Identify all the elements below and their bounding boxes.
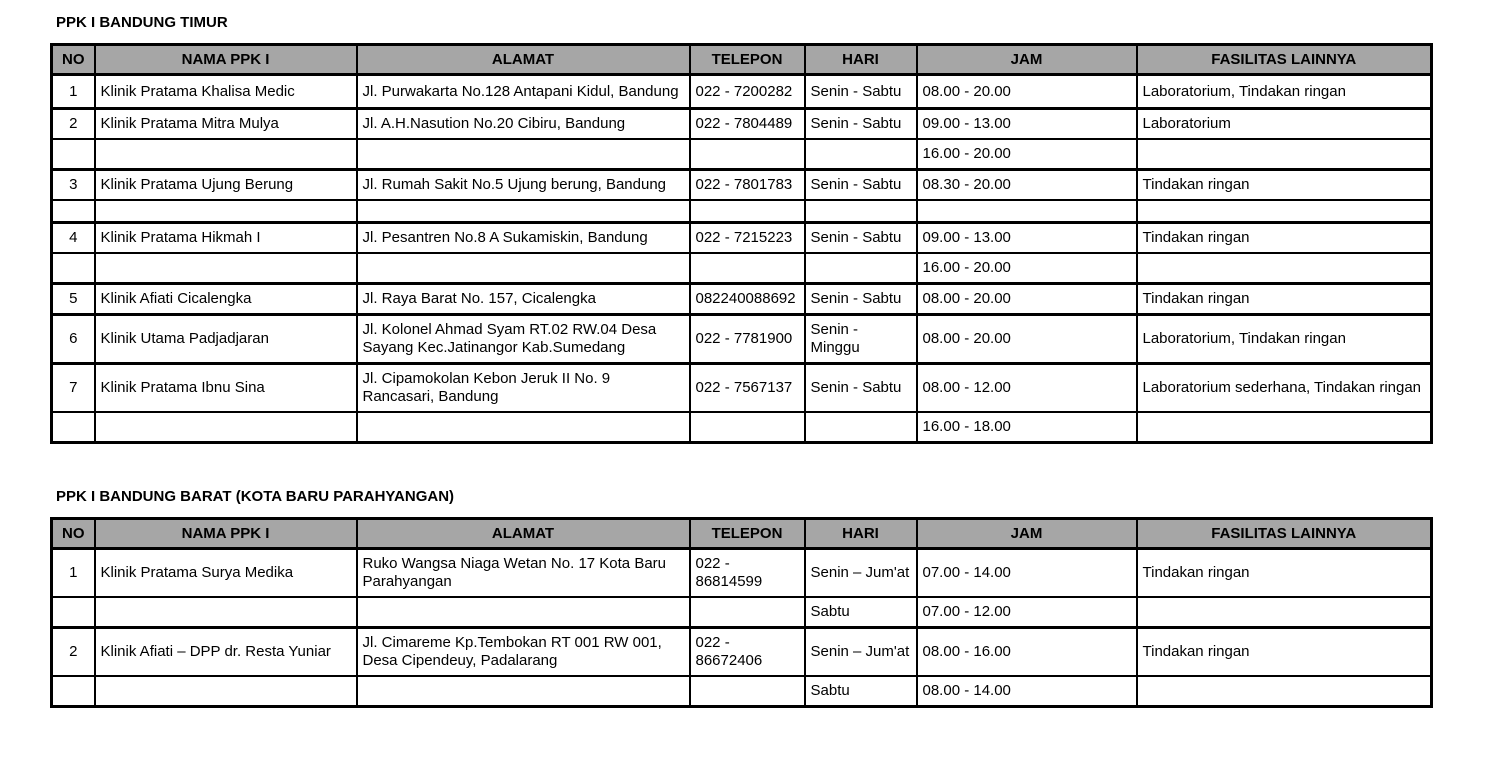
cell-jam: 07.00 - 14.00 <box>917 548 1137 597</box>
column-header-hari: HARI <box>805 45 917 75</box>
cell-fasilitas <box>1137 200 1432 222</box>
column-header-no: NO <box>52 45 95 75</box>
column-header-hari: HARI <box>805 518 917 548</box>
clinic-continuation-row <box>52 412 1432 443</box>
cell-alamat <box>357 676 690 707</box>
cell-hari <box>805 200 917 222</box>
clinic-continuation-row <box>52 597 1432 628</box>
cell-no <box>52 676 95 707</box>
clinic-row <box>52 109 1432 140</box>
cell-jam: 08.00 - 16.00 <box>917 627 1137 676</box>
cell-nama-ppk <box>95 676 357 707</box>
cell-nama-ppk: Klinik Pratama Mitra Mulya <box>95 109 357 140</box>
cell-jam: 08.00 - 20.00 <box>917 283 1137 314</box>
cell-no: 1 <box>52 75 95 109</box>
table-body <box>52 75 1432 443</box>
column-header-fasilitas: FASILITAS LAINNYA <box>1137 45 1432 75</box>
cell-nama-ppk: Klinik Pratama Ujung Berung <box>95 170 357 201</box>
cell-fasilitas <box>1137 412 1432 443</box>
cell-nama-ppk <box>95 253 357 284</box>
cell-jam: 08.00 - 20.00 <box>917 314 1137 363</box>
cell-hari <box>805 412 917 443</box>
clinic-row <box>52 627 1432 676</box>
clinic-continuation-row <box>52 139 1432 170</box>
cell-no: 7 <box>52 363 95 412</box>
cell-alamat: Jl. Raya Barat No. 157, Cicalengka <box>357 283 690 314</box>
cell-jam: 08.00 - 14.00 <box>917 676 1137 707</box>
clinic-row <box>52 170 1432 201</box>
table-body <box>52 548 1432 706</box>
table-header <box>52 45 1432 75</box>
cell-nama-ppk: Klinik Utama Padjadjaran <box>95 314 357 363</box>
section-bandung-timur <box>50 14 1490 444</box>
cell-jam: 07.00 - 12.00 <box>917 597 1137 628</box>
cell-no <box>52 200 95 222</box>
cell-no: 1 <box>52 548 95 597</box>
cell-fasilitas: Laboratorium, Tindakan ringan <box>1137 75 1432 109</box>
clinic-continuation-row <box>52 253 1432 284</box>
cell-alamat <box>357 597 690 628</box>
cell-jam: 16.00 - 20.00 <box>917 139 1137 170</box>
cell-jam: 08.00 - 20.00 <box>917 75 1137 109</box>
cell-hari: Senin - Sabtu <box>805 222 917 253</box>
cell-jam: 16.00 - 18.00 <box>917 412 1137 443</box>
ppk-table <box>50 43 1433 444</box>
cell-nama-ppk: Klinik Pratama Khalisa Medic <box>95 75 357 109</box>
cell-fasilitas: Tindakan ringan <box>1137 548 1432 597</box>
cell-hari: Sabtu <box>805 597 917 628</box>
cell-hari: Senin - Sabtu <box>805 75 917 109</box>
cell-fasilitas: Tindakan ringan <box>1137 627 1432 676</box>
cell-hari: Senin - Minggu <box>805 314 917 363</box>
cell-jam: 08.30 - 20.00 <box>917 170 1137 201</box>
cell-hari: Senin - Sabtu <box>805 109 917 140</box>
cell-no: 2 <box>52 109 95 140</box>
cell-hari: Senin – Jum'at <box>805 627 917 676</box>
cell-no: 5 <box>52 283 95 314</box>
cell-telepon: 022 - 86814599 <box>690 548 805 597</box>
cell-fasilitas: Laboratorium <box>1137 109 1432 140</box>
clinic-row <box>52 75 1432 109</box>
cell-alamat <box>357 412 690 443</box>
cell-telepon: 022 - 86672406 <box>690 627 805 676</box>
cell-no: 6 <box>52 314 95 363</box>
cell-alamat <box>357 139 690 170</box>
cell-no: 2 <box>52 627 95 676</box>
column-header-jam: JAM <box>917 45 1137 75</box>
cell-alamat: Jl. Rumah Sakit No.5 Ujung berung, Bandung <box>357 170 690 201</box>
cell-no <box>52 139 95 170</box>
cell-telepon <box>690 253 805 284</box>
clinic-row <box>52 222 1432 253</box>
cell-fasilitas: Tindakan ringan <box>1137 222 1432 253</box>
clinic-row <box>52 363 1432 412</box>
header-row <box>52 45 1432 75</box>
cell-hari: Senin - Sabtu <box>805 363 917 412</box>
column-header-nama-ppk: NAMA PPK I <box>95 518 357 548</box>
cell-jam: 09.00 - 13.00 <box>917 109 1137 140</box>
ppk-table <box>50 517 1433 708</box>
cell-fasilitas: Laboratorium sederhana, Tindakan ringan <box>1137 363 1432 412</box>
clinic-row <box>52 314 1432 363</box>
cell-no <box>52 412 95 443</box>
header-row <box>52 518 1432 548</box>
cell-alamat: Jl. Cipamokolan Kebon Jeruk II No. 9 Rancasari, Bandung <box>357 363 690 412</box>
cell-alamat <box>357 253 690 284</box>
column-header-no: NO <box>52 518 95 548</box>
cell-hari: Senin - Sabtu <box>805 170 917 201</box>
cell-jam: 16.00 - 20.00 <box>917 253 1137 284</box>
cell-fasilitas <box>1137 253 1432 284</box>
cell-nama-ppk <box>95 200 357 222</box>
cell-alamat: Jl. Pesantren No.8 A Sukamiskin, Bandung <box>357 222 690 253</box>
cell-fasilitas <box>1137 676 1432 707</box>
cell-no: 4 <box>52 222 95 253</box>
section-title: PPK I BANDUNG BARAT (KOTA BARU PARAHYANGAN) <box>56 487 455 505</box>
cell-nama-ppk: Klinik Pratama Ibnu Sina <box>95 363 357 412</box>
cell-jam: 08.00 - 12.00 <box>917 363 1137 412</box>
cell-hari: Senin - Sabtu <box>805 283 917 314</box>
section-bandung-barat <box>50 488 1490 708</box>
cell-fasilitas <box>1137 597 1432 628</box>
clinic-continuation-row <box>52 676 1432 707</box>
section-title: PPK I BANDUNG TIMUR <box>56 14 228 31</box>
clinic-row <box>52 283 1432 314</box>
cell-hari: Senin – Jum'at <box>805 548 917 597</box>
column-header-nama-ppk: NAMA PPK I <box>95 45 357 75</box>
column-header-fasilitas: FASILITAS LAINNYA <box>1137 518 1432 548</box>
cell-nama-ppk: Klinik Pratama Hikmah I <box>95 222 357 253</box>
cell-telepon <box>690 412 805 443</box>
cell-alamat <box>357 200 690 222</box>
cell-telepon: 082240088692 <box>690 283 805 314</box>
cell-telepon: 022 - 7804489 <box>690 109 805 140</box>
column-header-alamat: ALAMAT <box>357 518 690 548</box>
table-header <box>52 518 1432 548</box>
cell-nama-ppk <box>95 597 357 628</box>
cell-alamat: Jl. Cimareme Kp.Tembokan RT 001 RW 001, Desa Cipendeuy, Padalarang <box>357 627 690 676</box>
cell-telepon <box>690 597 805 628</box>
cell-alamat: Jl. Purwakarta No.128 Antapani Kidul, Bandung <box>357 75 690 109</box>
cell-telepon: 022 - 7215223 <box>690 222 805 253</box>
cell-jam: 09.00 - 13.00 <box>917 222 1137 253</box>
cell-telepon: 022 - 7781900 <box>690 314 805 363</box>
cell-fasilitas: Tindakan ringan <box>1137 170 1432 201</box>
cell-nama-ppk: Klinik Afiati – DPP dr. Resta Yuniar <box>95 627 357 676</box>
cell-fasilitas: Laboratorium, Tindakan ringan <box>1137 314 1432 363</box>
cell-no: 3 <box>52 170 95 201</box>
cell-alamat: Jl. Kolonel Ahmad Syam RT.02 RW.04 Desa Sayang Kec.Jatinangor Kab.Sumedang <box>357 314 690 363</box>
column-header-alamat: ALAMAT <box>357 45 690 75</box>
cell-telepon <box>690 200 805 222</box>
cell-nama-ppk: Klinik Afiati Cicalengka <box>95 283 357 314</box>
cell-hari: Sabtu <box>805 676 917 707</box>
cell-alamat: Jl. A.H.Nasution No.20 Cibiru, Bandung <box>357 109 690 140</box>
cell-telepon <box>690 139 805 170</box>
cell-telepon: 022 - 7567137 <box>690 363 805 412</box>
cell-nama-ppk <box>95 139 357 170</box>
clinic-continuation-row <box>52 200 1432 222</box>
cell-telepon: 022 - 7200282 <box>690 75 805 109</box>
cell-nama-ppk <box>95 412 357 443</box>
cell-telepon <box>690 676 805 707</box>
cell-nama-ppk: Klinik Pratama Surya Medika <box>95 548 357 597</box>
cell-alamat: Ruko Wangsa Niaga Wetan No. 17 Kota Baru Parahyangan <box>357 548 690 597</box>
column-header-telepon: TELEPON <box>690 518 805 548</box>
cell-no <box>52 253 95 284</box>
cell-fasilitas <box>1137 139 1432 170</box>
cell-hari <box>805 139 917 170</box>
column-header-telepon: TELEPON <box>690 45 805 75</box>
cell-fasilitas: Tindakan ringan <box>1137 283 1432 314</box>
cell-telepon: 022 - 7801783 <box>690 170 805 201</box>
cell-jam <box>917 200 1137 222</box>
clinic-row <box>52 548 1432 597</box>
cell-hari <box>805 253 917 284</box>
cell-no <box>52 597 95 628</box>
column-header-jam: JAM <box>917 518 1137 548</box>
